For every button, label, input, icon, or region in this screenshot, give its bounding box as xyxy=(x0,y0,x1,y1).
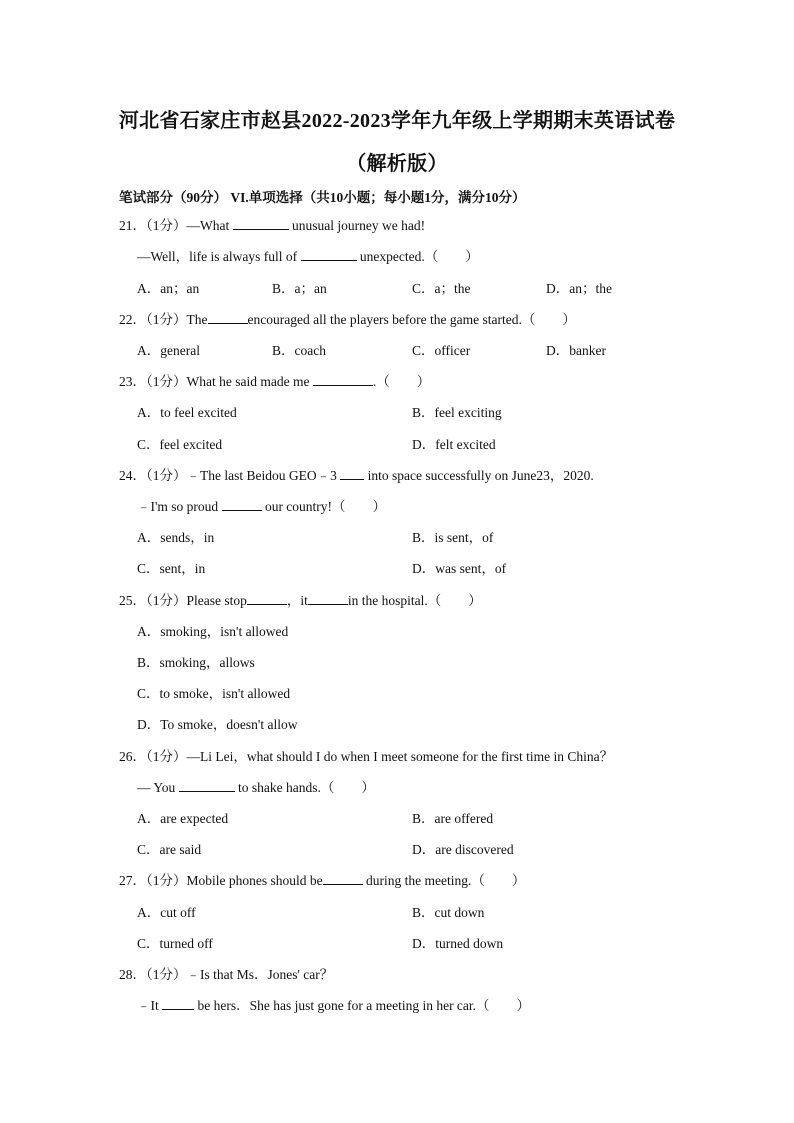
q24-option-a: A．sends，in xyxy=(137,530,215,545)
question-24-line2: ﹣I'm so proud our country!（ ） xyxy=(137,499,387,514)
q21-option-a: A．an；an xyxy=(137,281,200,296)
question-22-stem: 22．（1分）The encouraged all the players before the game started.（ ） xyxy=(119,312,576,327)
q27-option-c: C．turned off xyxy=(137,936,213,951)
q22-option-c: C．officer xyxy=(412,343,471,358)
q23-option-d: D．felt excited xyxy=(412,437,496,452)
q23-option-a: A．to feel excited xyxy=(137,405,237,420)
answer-blank xyxy=(308,592,348,605)
document-title: 河北省石家庄市赵县2022-2023学年九年级上学期期末英语试卷 xyxy=(118,110,676,132)
q24-option-b: B．is sent，of xyxy=(412,530,494,545)
answer-blank xyxy=(340,467,364,480)
document-subtitle: （解析版） xyxy=(346,153,448,175)
question-27-stem: 27．（1分）Mobile phones should be during the meeting.（ ） xyxy=(119,873,526,888)
answer-blank xyxy=(301,248,357,261)
q22-option-d: D．banker xyxy=(546,343,606,358)
q27-option-d: D．turned down xyxy=(412,936,504,951)
answer-blank xyxy=(313,373,373,386)
answer-blank xyxy=(233,217,289,230)
question-28-stem: 28．（1分）﹣Is that Ms．Jones' car？ xyxy=(119,967,334,982)
q22-option-a: A．general xyxy=(137,343,200,358)
question-25-stem: 25．（1分）Please stop ，it in the hospital.（ ） xyxy=(119,593,482,608)
answer-blank xyxy=(179,779,235,792)
q21-option-b: B．a；an xyxy=(272,281,327,296)
answer-blank xyxy=(247,592,287,605)
q21-option-c: C．a；the xyxy=(412,281,471,296)
question-23-stem: 23．（1分）What he said made me .（ ） xyxy=(119,374,431,389)
q26-option-c: C．are said xyxy=(137,842,202,857)
q26-option-b: B．are offered xyxy=(412,811,494,826)
answer-blank xyxy=(323,872,363,885)
question-26-line2: — You to shake hands.（ ） xyxy=(137,780,375,795)
question-28-line2: ﹣It be hers．She has just gone for a meeting in her car.（ ） xyxy=(137,998,531,1013)
answer-blank xyxy=(162,997,194,1010)
q22-option-b: B．coach xyxy=(272,343,326,358)
q26-option-d: D．are discovered xyxy=(412,842,514,857)
answer-blank xyxy=(208,311,248,324)
question-26-stem: 26．（1分）—Li Lei，what should I do when I meet someone for the first time in China？ xyxy=(119,749,614,764)
q25-option-a: A．smoking，isn't allowed xyxy=(137,624,289,639)
q23-option-c: C．feel excited xyxy=(137,437,223,452)
q27-option-b: B．cut down xyxy=(412,905,485,920)
q25-option-c: C．to smoke，isn't allowed xyxy=(137,686,291,701)
q26-option-a: A．are expected xyxy=(137,811,229,826)
section-header: 笔试部分（90分） VI.单项选择（共10小题；每小题1分，满分10分） xyxy=(119,190,526,205)
answer-blank xyxy=(222,498,262,511)
q25-option-b: B．smoking，allows xyxy=(137,655,255,670)
q24-option-d: D．was sent，of xyxy=(412,561,507,576)
q25-option-d: D．To smoke，doesn't allow xyxy=(137,717,298,732)
question-24-stem: 24．（1分）﹣The last Beidou GEO﹣3 into space successfully on June23，2020. xyxy=(119,468,594,483)
question-21-line2: —Well，life is always full of unexpected.（ ） xyxy=(137,249,479,264)
q23-option-b: B．feel exciting xyxy=(412,405,502,420)
q24-option-c: C．sent，in xyxy=(137,561,206,576)
question-21-stem: 21．（1分）—What unusual journey we had! xyxy=(119,218,426,233)
q27-option-a: A．cut off xyxy=(137,905,196,920)
q21-option-d: D．an；the xyxy=(546,281,612,296)
